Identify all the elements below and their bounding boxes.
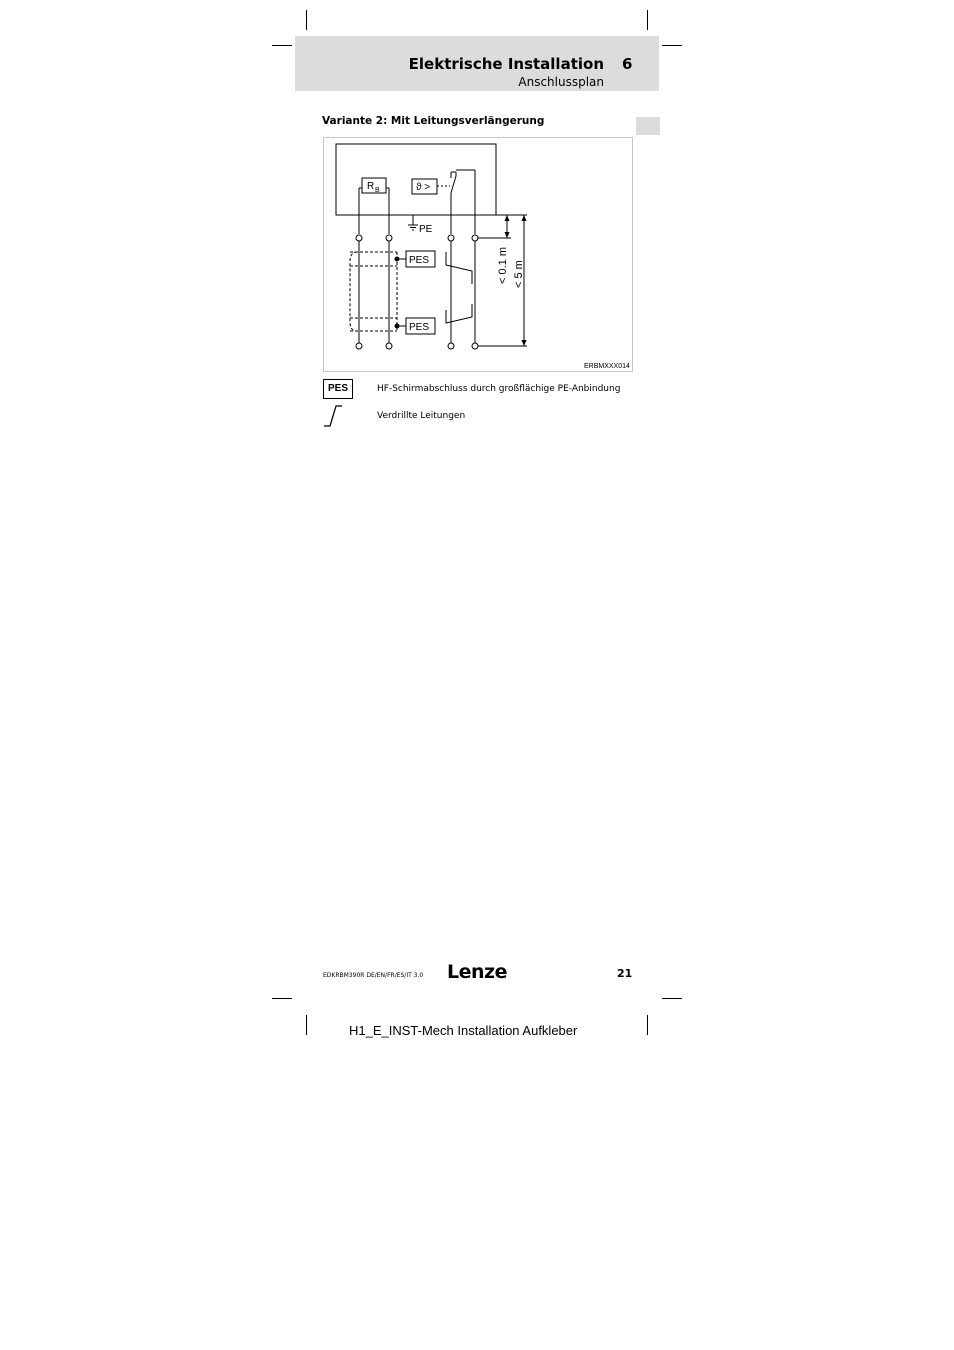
pes-label-bottom: PES	[409, 322, 430, 333]
crop-mark-right-top	[662, 45, 682, 46]
twisted-wire-icon	[323, 404, 345, 428]
crop-mark-left-bottom	[272, 998, 292, 999]
crop-mark-bottom-right	[647, 1015, 648, 1035]
terminal-bottom-3	[448, 343, 454, 349]
terminal-top-1	[356, 235, 362, 241]
rb-subscript: B	[375, 187, 380, 194]
cable-shield	[350, 252, 357, 331]
switch-contact	[451, 176, 456, 193]
twisted-mark-top	[446, 252, 472, 284]
terminal-bottom-1	[356, 343, 362, 349]
legend-pes-text: HF-Schirmabschluss durch großflächige PE-Anbindung	[377, 384, 621, 394]
pes-label-top: PES	[409, 255, 430, 266]
chapter-side-tab	[636, 117, 660, 135]
lenze-logo: Lenze	[447, 961, 507, 983]
bottom-caption: H1_E_INST-Mech Installation Aufkleber	[349, 1023, 578, 1038]
document-code: EDKRBM390R DE/EN/FR/ES/IT 3.0	[323, 972, 424, 979]
crop-mark-bottom-left	[306, 1015, 307, 1035]
chapter-number: 6	[622, 55, 633, 73]
wiring-diagram	[323, 137, 633, 372]
legend-twisted-text: Verdrillte Leitungen	[377, 411, 466, 421]
terminal-top-2	[386, 235, 392, 241]
pe-label: PE	[419, 224, 433, 235]
dist-long-label: < 5 m	[513, 260, 525, 288]
theta-label: ϑ >	[416, 182, 431, 193]
dist-short-label: < 0.1 m	[497, 247, 509, 284]
rb-label: R	[367, 181, 375, 192]
crop-mark-top-right	[647, 10, 648, 30]
crop-mark-left-top	[272, 45, 292, 46]
page-number: 21	[617, 967, 633, 980]
section-heading: Variante 2: Mit Leitungsverlängerung	[322, 115, 545, 127]
terminal-top-3	[448, 235, 454, 241]
page-subtitle: Anschlussplan	[518, 75, 604, 89]
legend-pes-symbol: PES	[323, 379, 353, 399]
crop-mark-top-left	[306, 10, 307, 30]
wiring-diagram-svg	[324, 138, 634, 373]
figure-code: ERBMXXX014	[584, 363, 630, 370]
page-title: Elektrische Installation	[408, 55, 604, 73]
terminal-bottom-2	[386, 343, 392, 349]
twisted-mark-bottom	[446, 304, 472, 323]
crop-mark-right-bottom	[662, 998, 682, 999]
terminal-bottom-4	[472, 343, 478, 349]
terminal-top-4	[472, 235, 478, 241]
